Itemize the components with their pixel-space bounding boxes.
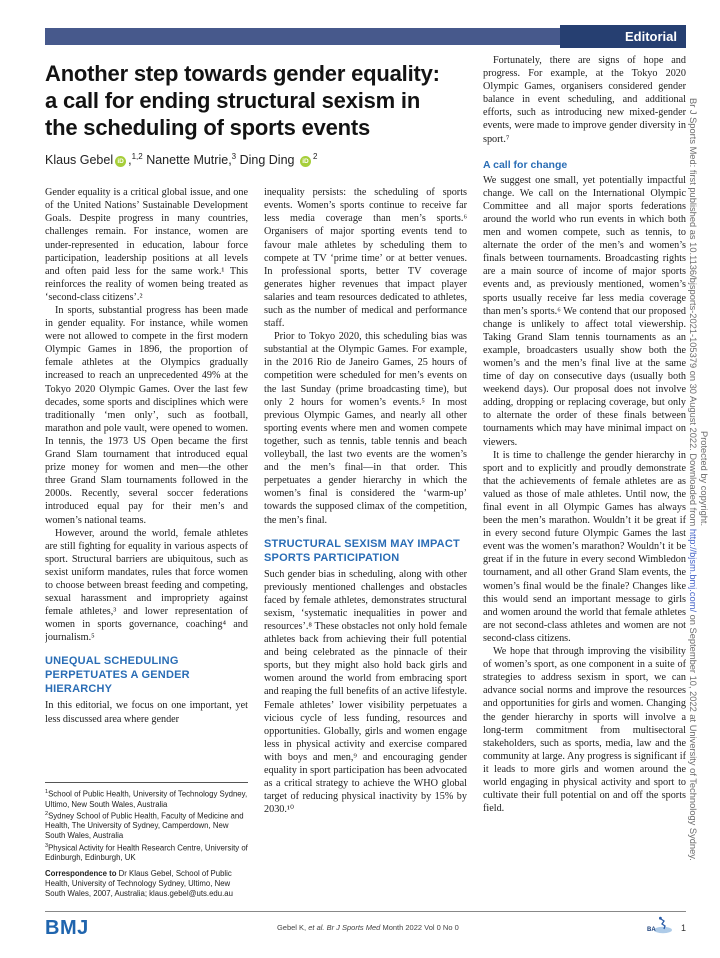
footnotes-block	[45, 782, 248, 898]
sidebar-line-2: Protected by copyright.	[699, 431, 709, 527]
affiliation-sup: 1	[45, 789, 49, 796]
paragraph: Such gender bias in scheduling, along with other previously mentioned challenges and obstacles faced by female athletes, demonstrates structural sexism, ‘systematic inequalities in power and resources’.⁸ These obstacles not only hold female athletes back from achieving their full potential and being celebrated as the pinnacle of their sports, but they might also hold back girls and women around the world from embracing sport and reaping the full benefits of an active lifestyle. Female athletes’ lower visibility perpetuates a vicious cycle of less funding, resources and opportunities. Globally, girls and women engage less in physical activity and exercise compared with boys and men,⁹ and encouraging gender equality in sport participation has been advocated as a critical strategy to achieve the WHO global target of reducing physical inactivity by 15% by 2030.¹⁰	[264, 568, 467, 816]
sidebar-text-after-link: on September 10, 2022 at University of Technology Sydney.	[688, 611, 698, 861]
citation-rest: Month 2022 Vol 0 No 0	[380, 923, 459, 932]
page-number: 1	[680, 922, 686, 933]
affiliation-text: Sydney School of Public Health, Faculty of Medicine and Health, The University of Sydney, Camperdown, New South Wales, Australia	[45, 811, 244, 840]
column-1	[45, 186, 248, 898]
correspondence	[45, 869, 248, 898]
author-affiliation-sup: 3	[231, 152, 237, 161]
orcid-icon[interactable]: iD	[300, 156, 311, 167]
paragraph: Fortunately, there are signs of hope and progress. For example, at the Tokyo 2020 Olympic Games, organisers considered gender balance in event scheduling, and additional efforts, such as introducing new mixed-gender events, were made to improve gender diversity in sport.⁷	[483, 55, 686, 145]
column-3	[483, 54, 686, 907]
svg-text:BA: BA	[646, 927, 656, 933]
paragraph: However, around the world, female athletes are still fighting for equality in various aspects of sport. Structural barriers are ubiquitous, such as sexist uniform mandates, rules that force women to choose between breast feeding and competing, sexual harassment and impropriety against female athletes,³ and lower representation of women in sports governance, coaching⁴ and journalism.⁵	[45, 527, 248, 644]
column-2	[264, 186, 467, 898]
affiliation-2	[45, 810, 248, 840]
paragraph: Prior to Tokyo 2020, this scheduling bias was substantial at the Olympic Games. For example, in the 2016 Rio de Janeiro Games, 25 hours of competition were scheduled for men’s events on the last Sunday (prime broadcasting time), but only 2 hours for women’s events.⁵ In most previous Olympic Games, and nearly all other sporting events where men and women compete together, such as tennis, table tennis and beach volleyball, the last two events are the women’s and the men’s final—in that order. This perpetuates a gender hierarchy in which the women’s final is considered the ‘warm-up’ towards the supposed climax of the competition, the men’s final.	[264, 331, 467, 526]
author-separator: ,	[228, 153, 232, 168]
affiliation-sup: 3	[45, 842, 49, 849]
citation-line	[89, 923, 647, 932]
title-line-3: the scheduling of sports events	[45, 115, 371, 140]
affiliation-1	[45, 788, 248, 809]
author-affiliation-sup: 2	[312, 152, 318, 161]
author-affiliation-sup: 1,2	[131, 152, 143, 161]
paragraph: Gender equality is a critical global issue, and one of the United Nations’ Sustainable Development Goals. Despite progress in many countries, challenges remain. For instance, women are under-represented in education, labour force participation, leadership positions at all levels and often paid less for the same work.¹ This reinforces the reality of women being treated as ‘second-class citizens’.²	[45, 187, 248, 303]
top-bar	[45, 28, 686, 45]
article-type-badge: Editorial	[560, 25, 686, 48]
affiliation-text: Physical Activity for Health Research Centre, University of Edinburgh, Edinburgh, UK	[45, 843, 248, 862]
author-name: Ding Ding	[236, 153, 295, 168]
author-separator: ,	[128, 153, 132, 168]
bjsm-link[interactable]: http://bjsm.bmj.com/	[688, 528, 698, 612]
page-footer	[45, 911, 686, 939]
affiliation-3	[45, 842, 248, 863]
title-line-2: a call for ending structural sexism in	[45, 88, 421, 113]
affiliation-sup: 2	[45, 811, 49, 818]
subsection-heading-call-for-change: A call for change	[483, 158, 568, 171]
sidebar-text-before-link: Br J Sports Med: first published as 10.1136/bjsports-2021-105379 on 30 August 2022. Downloaded from	[688, 97, 698, 529]
paragraph: In sports, substantial progress has been made in gender equality. For instance, while women were not allowed to compete in the first modern Olympic Games in 1896, the proportion of female athletes at the Olympics gradually increased to reach an unprecedented 49% at the Tokyo 2020 Olympic Games. Over the last few decades, some sports and disciplines which were traditionally ‘men only’, such as football, marathon and pole vault, were opened to women. In tennis, the 1973 US Open became the first Grand Slam tournament that introduced equal prize money for women and men—the other three Grand Slam tournaments followed in the 2000s. Recently, several soccer federations introduced equal pay for their men’s and women’s national teams.	[45, 305, 248, 526]
bmj-logo: BMJ	[45, 916, 89, 939]
citation-journal: Br J Sports Med	[324, 923, 381, 932]
title-line-1: Another step towards gender equality:	[45, 61, 440, 86]
paragraph: It is time to challenge the gender hierarchy in sport and to explicitly and proudly demonstrate that the achievements of female athletes are as valued as those of male athletes. Until now, the final event in all Olympic Games has always been the men’s marathon. Wouldn’t it be great if in every second future Olympic Games the last event was the women’s marathon? Wouldn’t it be great if in the future in every second Wimbledon tournament, and all other Grand Slam events, the women’s final would be the finale? Changes like this would send an important message to girls and women around the world that female athletes are not second-class athletes and women are not second-class citizens.	[483, 449, 686, 644]
author-line	[45, 152, 467, 167]
left-block	[45, 54, 467, 907]
paragraph: We suggest one small, yet potentially impactful change. We call on the International Olympic Committee and all major sports federations around the world who run events in which both men and women compete, such as tennis, to alternate the order of the men’s and women’s finals between tournaments. Broadcasting rights are a main source of income of major sports events and, as previously mentioned, women’s sports usually receive far less media coverage than men’s sports.⁶ We contend that our proposed change is unlikely to affect total viewership. Taking Grand Slam tennis tournaments as an example, broadcasters usually show both the women’s and the men’s final live at the same time of day on consecutive days (usually both weekend days). Our proposal does not involve adding, dropping or replacing coverage, but only to alternate the order of these finals between tournaments which may have minimal impact on viewers.	[483, 174, 686, 448]
paragraph: inequality persists: the scheduling of sports events. Women’s sports continue to receive far less media coverage than men’s sports.⁶ Organisers of major sporting events tend to favour male athletes by scheduling them to compete at TV ‘prime time’ or at better venues. In professional sports, better TV coverage generates higher revenues that impact player salaries and team resources dedicated to athletes, such as the number of medical and performance staff.	[264, 187, 467, 330]
basem-logo	[647, 916, 673, 939]
correspondence-label: Correspondence to	[45, 869, 117, 879]
paragraph: We hope that through improving the visibility of women’s sport, as one component in a suite of strategies to address sexism in sport, we can advance social norms and improve the resources and opportunities for girls and women. Changing the gender hierarchy in sports will involve a long-term commitment from multisectoral stakeholders, such as sports, media, law and the community at large. Any progress is significant if it leads to more girls and women around the world engaging in physical activity and sport to cultivate their full potential on and off the sports field.	[483, 646, 686, 815]
citation-author: Gebel K,	[276, 923, 309, 932]
author-name: Nanette Mutrie	[142, 153, 229, 168]
orcid-icon[interactable]: iD	[115, 156, 126, 167]
section-heading-unequal-scheduling: UNEQUAL SCHEDULING PERPETUATES A GENDER HIERARCHY	[45, 655, 190, 696]
affiliation-text: School of Public Health, University of Technology Sydney, Ultimo, New South Wales, Australia	[45, 790, 248, 809]
section-heading-structural-sexism: STRUCTURAL SEXISM MAY IMPACT SPORTS PARTICIPATION	[264, 537, 460, 564]
content-area	[45, 54, 686, 907]
sidebar-provenance-text	[687, 8, 719, 950]
citation-etal: et al.	[308, 923, 325, 932]
paragraph: In this editorial, we focus on one important, yet less discussed area where gender	[45, 700, 248, 725]
sidebar-line-1	[687, 8, 698, 950]
article-title	[45, 60, 467, 141]
correspondence-text: Dr Klaus Gebel, School of Public Health, University of Technology Sydney, Ultimo, New South Wales, 2007, Australia; klaus.gebel@uts.edu.au	[45, 869, 233, 898]
author-name: Klaus Gebel	[45, 153, 114, 168]
